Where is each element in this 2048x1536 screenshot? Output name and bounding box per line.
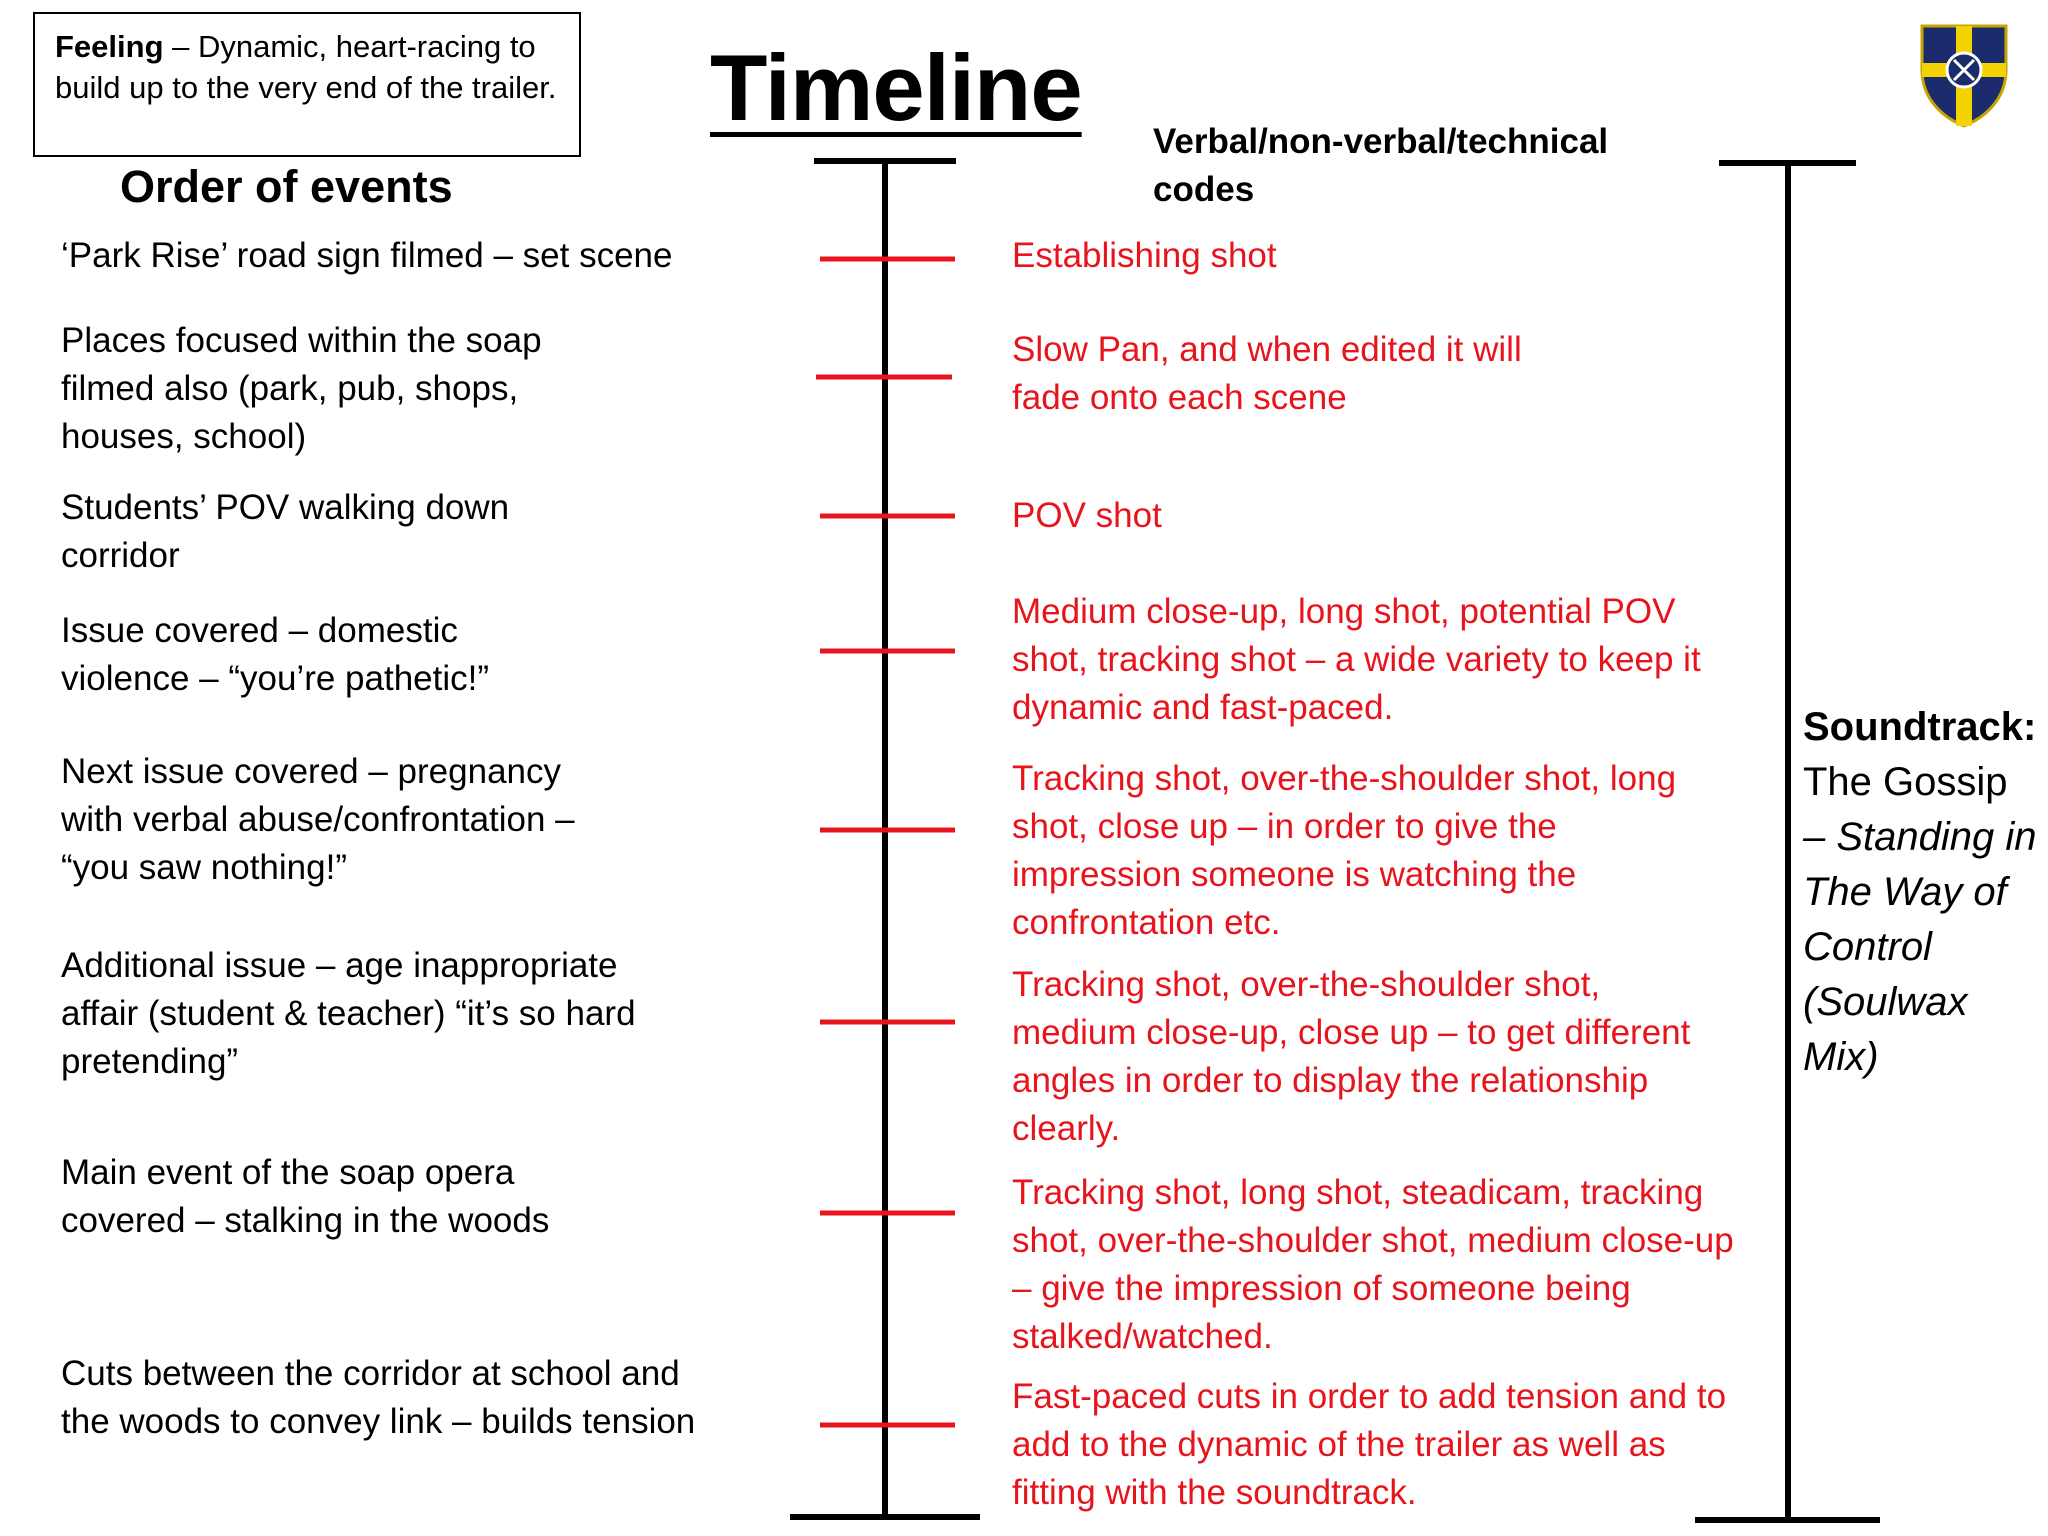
code-item: Slow Pan, and when edited it will fade onto each scene bbox=[1012, 330, 1522, 417]
soundtrack-artist: The Gossip bbox=[1803, 760, 2008, 804]
soundtrack-block bbox=[1803, 700, 2043, 1085]
code-item: Tracking shot, over-the-shoulder shot, long shot, close up – in order to give the impression someone is watching the confrontation etc. bbox=[1012, 759, 1677, 942]
event-item: Cuts between the corridor at school and the woods to convey link – builds tension bbox=[61, 1354, 696, 1441]
code-item: POV shot bbox=[1012, 496, 1162, 535]
code-item: Fast-paced cuts in order to add tension and to add to the dynamic of the trailer as well as fitting with the soundtrack. bbox=[1012, 1377, 1727, 1512]
event-item: Main event of the soap opera covered – stalking in the woods bbox=[61, 1153, 550, 1240]
event-item: Additional issue – age inappropriate affair (student & teacher) “it’s so hard pretending” bbox=[61, 946, 636, 1081]
event-item: Students’ POV walking down corridor bbox=[61, 488, 510, 575]
code-item: Tracking shot, long shot, steadicam, tracking shot, over-the-shoulder shot, medium close-up – give the impression of someone being stalked/watched. bbox=[1012, 1173, 1734, 1356]
order-of-events-heading: Order of events bbox=[120, 161, 453, 212]
code-item: Establishing shot bbox=[1012, 236, 1277, 275]
event-item: Places focused within the soap filmed also (park, pub, shops, houses, school) bbox=[61, 321, 542, 456]
event-item: ‘Park Rise’ road sign filmed – set scene bbox=[61, 236, 673, 275]
codes-heading: Verbal/non-verbal/technical codes bbox=[1153, 122, 1609, 209]
event-item: Next issue covered – pregnancy with verbal abuse/confrontation – “you saw nothing!” bbox=[61, 752, 575, 887]
school-crest-icon bbox=[1916, 18, 2012, 130]
soundtrack-label: Soundtrack: bbox=[1803, 705, 2037, 749]
event-item: Issue covered – domestic violence – “you’re pathetic!” bbox=[61, 611, 489, 698]
page-title: Timeline bbox=[710, 35, 1082, 140]
code-item: Tracking shot, over-the-shoulder shot, medium close-up, close up – to get different angles in order to display the relationship clearly. bbox=[1012, 965, 1691, 1148]
feeling-text: – Dynamic, heart-racing to build up to the very end of the trailer. bbox=[55, 29, 557, 105]
soundtrack-title: – Standing in The Way of Control (Soulwax Mix) bbox=[1803, 815, 2037, 1079]
feeling-label: Feeling bbox=[55, 29, 164, 64]
code-item: Medium close-up, long shot, potential POV shot, tracking shot – a wide variety to keep it dynamic and fast-paced. bbox=[1012, 592, 1701, 727]
feeling-box bbox=[33, 12, 581, 157]
